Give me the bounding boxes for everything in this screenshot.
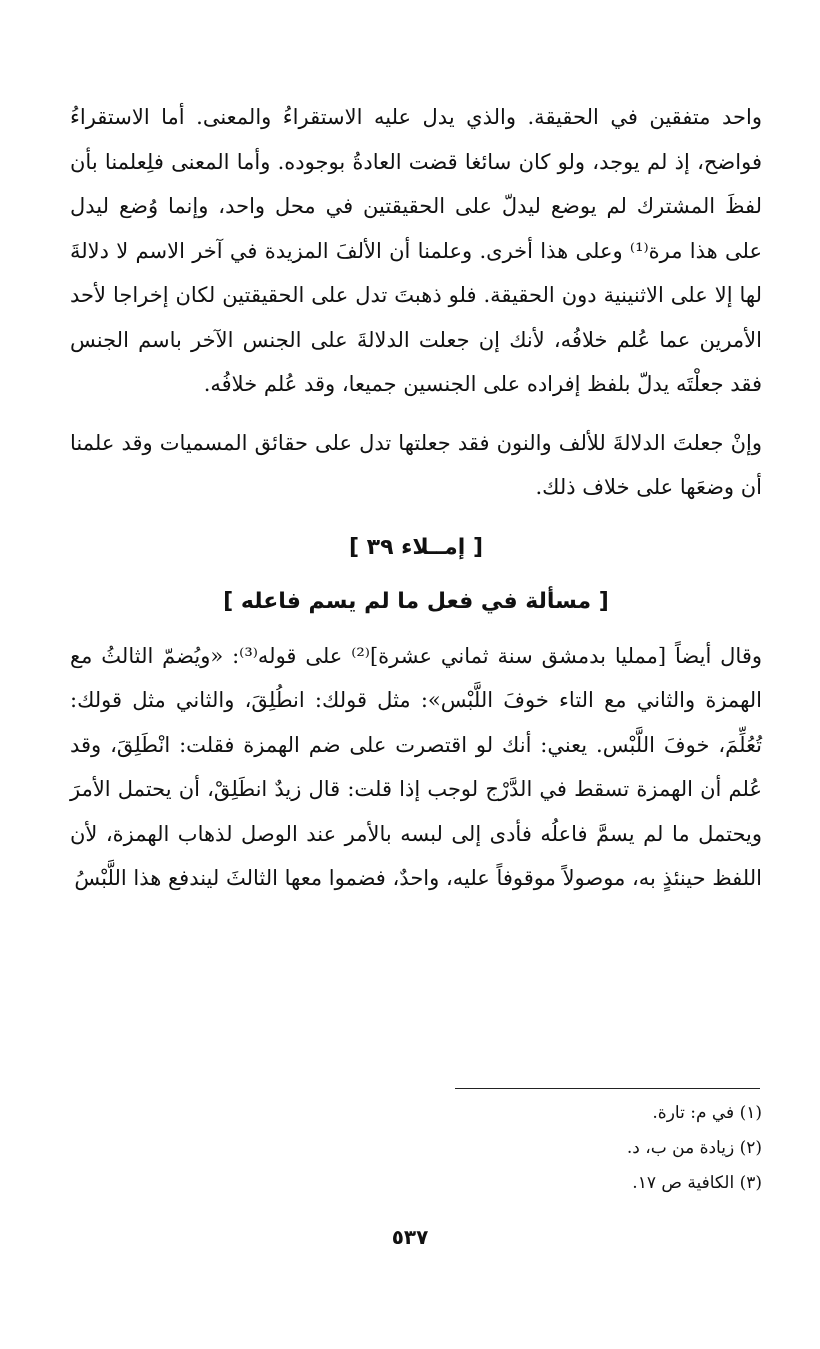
paragraph-1: واحد متفقين في الحقيقة. والذي يدل عليه الاستقراءُ والمعنى. أما الاستقراءُ فواضح، إذ لم يوجد، ولو كان سائغا قضت العادةُ بوجوده. وأما المعنى فلِعلمنا بأن لفظَ المشترك لم يوضع ليدلّ على الحقيقتين في محل واحد، وإنما وُضع ليدل على هذا مرة⁽¹⁾ وعلى هذا أخرى. وعلمنا أن الألفَ المزيدة في آخر الاسم لا دلالةَ لها إلا على الاثنينية دون الحقيقة. فلو ذهبتَ تدل على الحقيقتين لكان إخراجا لأحد الأمرين عما عُلم خلافُه، لأنك إن جعلت الدلالةَ على الجنس الآخر باسم الجنس فقد جعلْتَه يدلّ بلفظ إفراده على الجنسين جميعا، وقد عُلم خلافُه.: [70, 105, 762, 396]
section-heading-imla: [ إمــلاء ٣٩ ]: [348, 534, 484, 560]
footnote-3: (٣) الكافية ص ١٧.: [632, 1173, 762, 1193]
paragraph-3: وقال أيضاً [ممليا بدمشق سنة ثماني عشرة]⁽²⁾ على قوله⁽³⁾: «ويُضمّ الثالثُ مع الهمزة والثاني مع التاء خوفَ اللَّبْس»: مثل قولك: انطُلِقَ، والثاني مثل قولك: تُعُلِّمَ، خوفَ اللَّبْس. يعني: أنك لو اقتصرت على ضم الهمزة فقلت: انْطَلِقَ، وقد عُلم أن الهمزة تسقط في الدَّرْج لوجب إذا قلت: قال زيدٌ انطَلِقْ، أن يحتمل الأمرَ ويحتمل ما لم يسمَّ فاعلُه فأدى إلى لبسه بالأمر عند الوصل لذهاب الهمزة، لأن اللفظ حينئذٍ به، موصولاً موقوفاً عليه، واحدٌ، فضموا معها الثالثَ ليندفع هذا اللَّبْسُ: [70, 643, 762, 890]
footnote-1: (١) في م: تارة.: [652, 1103, 762, 1123]
footnote-2: (٢) زيادة من ب، د.: [626, 1138, 762, 1158]
section-heading-masala: [ مسألة في فعل ما لم يسم فاعله ]: [223, 588, 609, 614]
footnotes: [627, 1096, 762, 1201]
page-number: ٥٣٧: [391, 1225, 429, 1249]
page-body: [70, 95, 762, 901]
footnote-divider: [455, 1088, 760, 1089]
paragraph-2: وإنْ جعلتَ الدلالةَ للألف والنون فقد جعلتها تدل على حقائق المسميات وقد علمنا أن وضعَها على خلاف ذلك.: [70, 430, 762, 499]
